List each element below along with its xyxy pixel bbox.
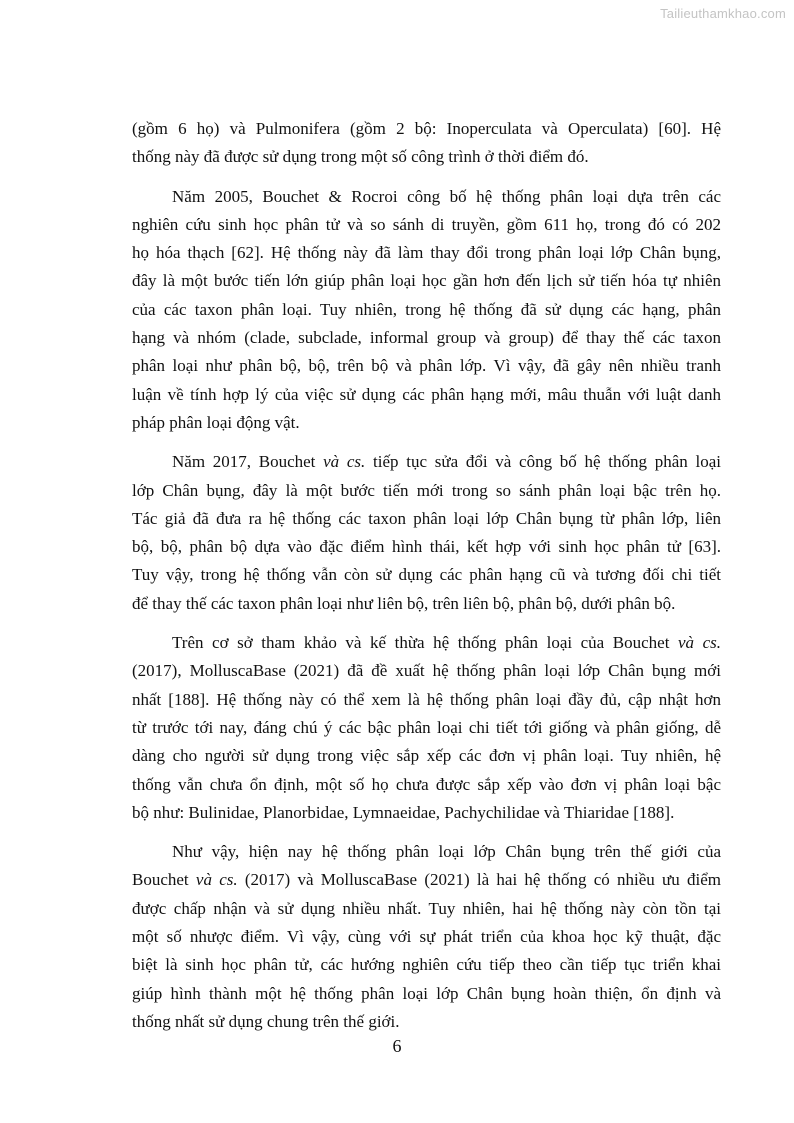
text-line: bộ như: Bulinidae, Planorbidae, Lymnaeidae, Pachychilidae và Thiaridae [188]. <box>132 802 675 822</box>
paragraph-3 <box>132 448 721 618</box>
text-line: để thay thế các taxon phân loại như liên bộ, trên liên bộ, phân bộ, dưới phân bộ. <box>132 593 676 613</box>
text-line: Tuy vậy, trong hệ thống vẫn còn sử dụng các phân hạng cũ và tương đối chi tiết <box>132 565 721 585</box>
text-line: Bouchet và cs. (2017) và MolluscaBase (2021) là hai hệ thống có nhiều ưu điểm <box>132 870 721 890</box>
text-line: Năm 2017, Bouchet và cs. tiếp tục sửa đổi và công bố hệ thống phân loại <box>172 452 721 472</box>
paragraph-2 <box>132 183 721 438</box>
text-line: hạng và nhóm (clade, subclade, informal group và group) để thay thế các taxon <box>132 328 721 348</box>
text-line: Trên cơ sở tham khảo và kế thừa hệ thống phân loại của Bouchet và cs. <box>172 633 721 653</box>
text-line: pháp phân loại động vật. <box>132 412 300 432</box>
text-line: được chấp nhận và sử dụng nhiều nhất. Tuy nhiên, hai hệ thống này còn tồn tại <box>132 898 721 918</box>
text-line: luận về tính hợp lý của việc sử dụng các phân hạng mới, mâu thuẫn với luật danh <box>132 384 721 404</box>
text-line: thống vẫn chưa ổn định, một số họ chưa được sắp xếp vào đơn vị phân loại bậc <box>132 774 721 794</box>
text-line: biệt là sinh học phân tử, các hướng nghiên cứu tiếp theo cần tiếp tục triển khai <box>132 955 721 975</box>
document-body <box>132 115 721 1047</box>
text-line: giúp hình thành một hệ thống phân loại lớp Chân bụng hoàn thiện, ổn định và <box>132 983 721 1003</box>
text-line: lớp Chân bụng, đây là một bước tiến mới trong so sánh phân loại bậc trên họ. <box>132 480 721 500</box>
text-line: Tác giả đã đưa ra hệ thống các taxon phân loại lớp Chân bụng từ phân lớp, liên <box>132 508 721 528</box>
text-line: (gồm 6 họ) và Pulmonifera (gồm 2 bộ: Inoperculata và Operculata) [60]. Hệ <box>132 119 721 138</box>
text-line: Như vậy, hiện nay hệ thống phân loại lớp Chân bụng trên thế giới của <box>172 842 721 862</box>
text-line: họ hóa thạch [62]. Hệ thống này đã làm thay đổi trong phân loại lớp Chân bụng, <box>132 243 721 263</box>
text-line: thống nhất sử dụng chung trên thế giới. <box>132 1011 400 1031</box>
text-line: bộ, bộ, phân bộ dựa vào đặc điểm hình thái, kết hợp với sinh học phân tử [63]. <box>132 537 721 557</box>
text-line: nghiên cứu sinh học phân tử và so sánh di truyền, gồm 611 họ, trong đó có 202 <box>132 214 721 234</box>
text-line: nhất [188]. Hệ thống này có thể xem là hệ thống phân loại đầy đủ, cập nhật hơn <box>132 689 721 709</box>
text-line: đây là một bước tiến lớn giúp phân loại học gần hơn đến lịch sử tiến hóa tự nhiên <box>132 271 721 291</box>
text-line: một số nhược điểm. Vì vậy, cùng với sự phát triển của khoa học kỹ thuật, đặc <box>132 927 721 947</box>
page-number: 6 <box>392 1036 402 1056</box>
text-line: dàng cho người sử dụng trong việc sắp xếp các đơn vị phân loại. Tuy nhiên, hệ <box>132 746 721 766</box>
text-line: thống này đã được sử dụng trong một số công trình ở thời điểm đó. <box>132 147 589 167</box>
text-line: phân loại như phân bộ, bộ, trên bộ và phân lớp. Vì vậy, đã gây nên nhiều tranh <box>132 356 721 376</box>
watermark: Tailieuthamkhao.com <box>660 6 786 21</box>
text-line: (2017), MolluscaBase (2021) đã đề xuất hệ thống phân loại lớp Chân bụng mới <box>132 661 721 681</box>
paragraph-4 <box>132 629 721 827</box>
text-line: từ trước tới nay, đáng chú ý các bậc phân loại chi tiết tới giống và phân giống, dễ <box>132 717 721 737</box>
paragraph-1 <box>132 115 721 172</box>
text-line: Năm 2005, Bouchet & Rocroi công bố hệ thống phân loại dựa trên các <box>172 186 721 206</box>
text-line: của các taxon phân loại. Tuy nhiên, trong hệ thống đã sử dụng các hạng, phân <box>132 299 721 319</box>
paragraph-5 <box>132 838 721 1036</box>
